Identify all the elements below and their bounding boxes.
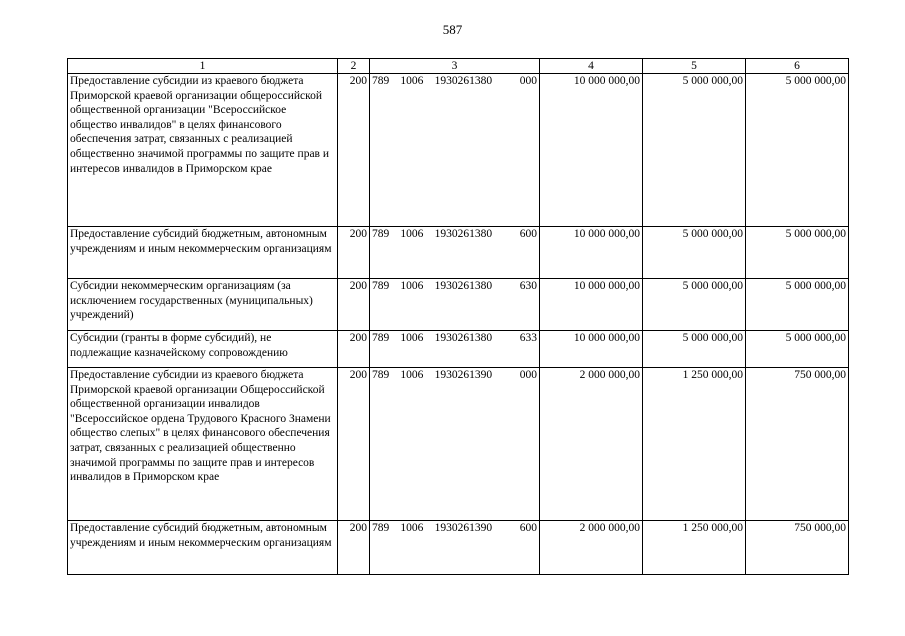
- row-col4: 2 000 000,00: [540, 521, 643, 575]
- page-number: 587: [442, 22, 463, 37]
- code-d: 600: [519, 522, 537, 534]
- row-col4: 10 000 000,00: [540, 227, 643, 279]
- table-row: [68, 331, 849, 368]
- row-col2: 200: [338, 74, 370, 227]
- row-codes: [370, 227, 540, 279]
- row-col4: 2 000 000,00: [540, 368, 643, 521]
- code-d: 000: [519, 369, 537, 381]
- code-d: 630: [519, 280, 537, 292]
- row-codes: [370, 331, 540, 368]
- code-b: 1006: [400, 522, 424, 534]
- row-name: Предоставление субсидий бюджетным, автономным учреждениям и иным некоммерческим организациям: [68, 521, 338, 575]
- row-col6: 5 000 000,00: [746, 279, 849, 331]
- row-col4: 10 000 000,00: [540, 74, 643, 227]
- code-c: 1930261380: [434, 75, 493, 87]
- code-c: 1930261380: [434, 280, 493, 292]
- row-col4: 10 000 000,00: [540, 279, 643, 331]
- header-col-3: 3: [370, 59, 540, 74]
- row-col6: 5 000 000,00: [746, 227, 849, 279]
- row-codes: [370, 368, 540, 521]
- code-b: 1006: [400, 280, 424, 292]
- code-b: 1006: [400, 332, 424, 344]
- row-name: Предоставление субсидии из краевого бюджета Приморской краевой организации Общероссийской общественной организации инвалидов "Всероссийское ордена Трудового Красного Знамени общество слепых" в целях финансового обеспечения затрат, связанных с реализацией общественно значимой программы по защите прав и интересов инвалидов в Приморском крае: [68, 368, 338, 521]
- budget-table: [67, 58, 849, 575]
- header-col-1: 1: [68, 59, 338, 74]
- code-c: 1930261380: [434, 228, 493, 240]
- table-header-row: [68, 59, 849, 74]
- row-col2: 200: [338, 279, 370, 331]
- row-col6: 750 000,00: [746, 368, 849, 521]
- row-col6: 5 000 000,00: [746, 331, 849, 368]
- row-col5: 5 000 000,00: [643, 227, 746, 279]
- row-col4: 10 000 000,00: [540, 331, 643, 368]
- table-row: [68, 279, 849, 331]
- code-a: 789: [372, 75, 390, 87]
- row-col2: 200: [338, 368, 370, 521]
- row-name: Субсидии (гранты в форме субсидий), не подлежащие казначейскому сопровождению: [68, 331, 338, 368]
- row-col5: 1 250 000,00: [643, 368, 746, 521]
- header-col-5: 5: [643, 59, 746, 74]
- row-name: Предоставление субсидий бюджетным, автономным учреждениям и иным некоммерческим организациям: [68, 227, 338, 279]
- table-row: [68, 227, 849, 279]
- code-a: 789: [372, 369, 390, 381]
- row-col2: 200: [338, 521, 370, 575]
- code-b: 1006: [400, 75, 424, 87]
- row-codes: [370, 521, 540, 575]
- code-c: 1930261380: [434, 332, 493, 344]
- code-a: 789: [372, 332, 390, 344]
- code-b: 1006: [400, 369, 424, 381]
- code-c: 1930261390: [434, 369, 493, 381]
- row-col6: 5 000 000,00: [746, 74, 849, 227]
- row-name: Предоставление субсидии из краевого бюджета Приморской краевой организации общероссийской общественной организации "Всероссийское общество инвалидов" в целях финансового обеспечения затрат, связанных с реализацией общественно значимой программы по защите прав и интересов инвалидов в Приморском крае: [68, 74, 338, 227]
- row-name: Субсидии некоммерческим организациям (за исключением государственных (муниципальных) учреждений): [68, 279, 338, 331]
- header-col-6: 6: [746, 59, 849, 74]
- code-c: 1930261390: [434, 522, 493, 534]
- table-row: [68, 74, 849, 227]
- header-col-2: 2: [338, 59, 370, 74]
- code-d: 633: [519, 332, 537, 344]
- code-d: 600: [519, 228, 537, 240]
- row-col6: 750 000,00: [746, 521, 849, 575]
- table-row: [68, 521, 849, 575]
- code-a: 789: [372, 522, 390, 534]
- row-col5: 5 000 000,00: [643, 331, 746, 368]
- table-row: [68, 368, 849, 521]
- row-col5: 5 000 000,00: [643, 279, 746, 331]
- header-col-4: 4: [540, 59, 643, 74]
- code-a: 789: [372, 280, 390, 292]
- row-col5: 1 250 000,00: [643, 521, 746, 575]
- row-codes: [370, 279, 540, 331]
- row-col5: 5 000 000,00: [643, 74, 746, 227]
- code-d: 000: [519, 75, 537, 87]
- code-a: 789: [372, 228, 390, 240]
- row-col2: 200: [338, 227, 370, 279]
- row-col2: 200: [338, 331, 370, 368]
- code-b: 1006: [400, 228, 424, 240]
- row-codes: [370, 74, 540, 227]
